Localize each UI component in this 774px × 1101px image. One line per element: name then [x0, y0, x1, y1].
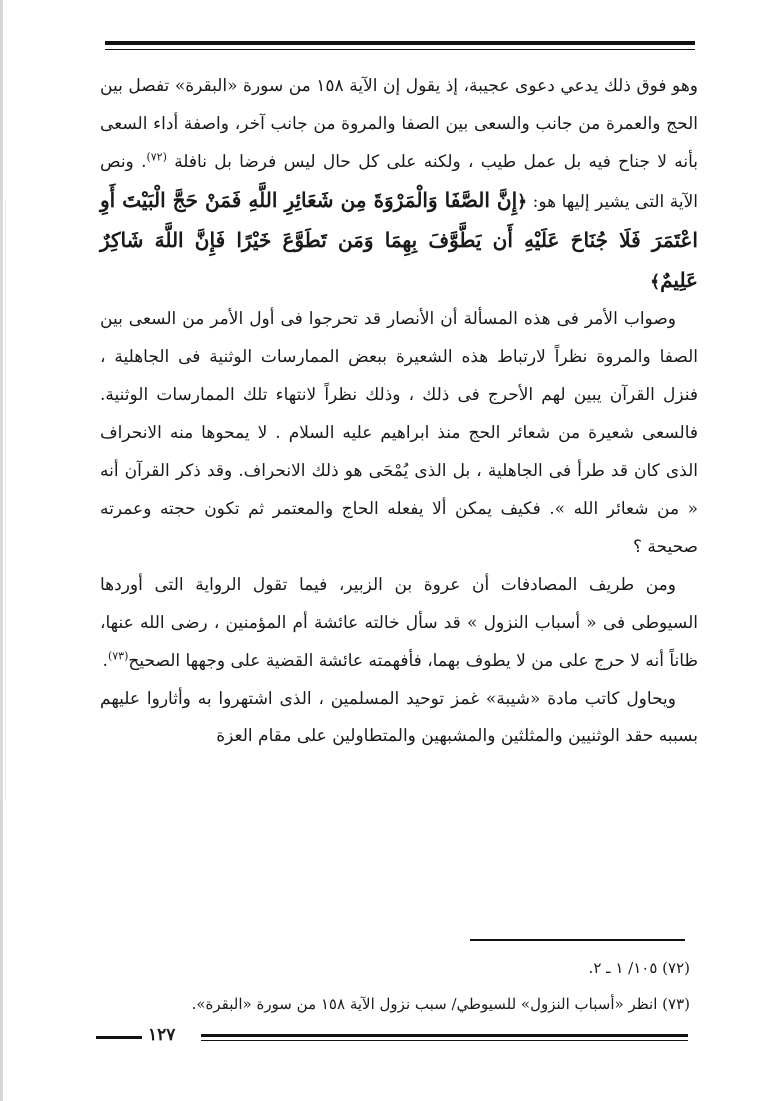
para1-line3: واصفة أداء السعى بأنه لا جناح فيه بل عمل طيب ، ولكنه على كل حال ليس فرضا [100, 113, 698, 172]
para1-line1: وهو فوق ذلك يدعي دعوى عجيبة، إذ يقول إن الآية ١٥٨ من سورة «البقرة» [174, 76, 699, 96]
footer-rule-right-thin [201, 1040, 688, 1041]
para1-line4-post: . ونص الآية التى يشير إليها هو: [100, 151, 699, 212]
paragraph-4: ويحاول كاتب مادة «شيبة» غمز توحيد المسلمين ، الذى اشتهروا به وأثاروا عليهم بسببه حقد الوثنيين والمثلثين والمشبهين والمتطاولين على مقام العزة [100, 688, 698, 747]
paragraph-1 [100, 68, 698, 301]
scan-edge [0, 0, 3, 1101]
footnote-separator [470, 939, 685, 941]
footnote-73: (٧٣) انظر «أسباب النزول» للسيوطي/ سبب نزول الآية ١٥٨ من سورة «البقرة». [191, 995, 690, 1013]
footnotes [100, 950, 690, 1022]
page-footer [96, 1025, 688, 1050]
footnote-ref-73[interactable]: (٧٣) [107, 648, 129, 662]
header-rule-thin [105, 49, 695, 50]
header-rule-thick [105, 41, 695, 45]
para1-line4-pre: بل نافلة [174, 151, 232, 172]
quran-verse: إِنَّ الصَّفَا وَالْمَرْوَةَ مِن شَعَائِرِ اللَّهِ فَمَنْ حَجَّ الْبَيْتَ أَوِ اعْتَمَرَ فَلَا جُنَاحَ عَلَيْهِ أَن يَطَّوَّفَ بِهِمَا وَمَن تَطَوَّعَ خَيْرًا فَإِنَّ اللَّهَ شَاكِرٌ عَلِيمٌ [100, 187, 698, 292]
footnote-ref-72[interactable]: (٧٢) [146, 150, 167, 164]
para3-text: ومن طريف المصادفات أن عروة بن الزبير، فيما تقول الرواية التى أوردها السيوطى فى « أسباب النزول » قد سأل خالته عائشة أم المؤمنين ، رضى الله عنها، ظاناً أنه لا حرج على من لا يطوف بهما، فأفهمته عائشة القضية على وجهها الصحيح [100, 574, 698, 671]
footer-rule-right [201, 1034, 688, 1037]
footnote-72: (٧٢) ١٠٥/ ١ ـ ٢. [588, 959, 690, 977]
para1-line2: تفصل بين الحج والعمرة من جانب والسعى بين الصفا والمروة من جانب آخر، [100, 76, 699, 134]
main-text [100, 68, 698, 756]
quran-open-bracket: ﴿ [517, 191, 528, 212]
quran-close-bracket: ﴾ [650, 271, 661, 292]
para3-end: . [102, 650, 108, 671]
paragraph-3 [100, 567, 698, 681]
paragraph-2: وصواب الأمر فى هذه المسألة أن الأنصار قد تحرجوا فى أول الأمر من السعى بين الصفا والمروة نظراً لارتباط هذه الشعيرة ببعض الممارسات الوثنية فى الجاهلية ، فنزل القرآن يبين لهم الأحرج فى ذلك ، وذلك نظراً لانتهاء تلك الممارسات الوثنية. فالسعى شعيرة من شعائر الحج منذ ابراهيم عليه السلام . لا يمحوها منه الانحراف الذى كان قد طرأ فى الجاهلية ، بل الذى يُمْحَى هو ذلك الانحراف. وقد ذكر القرآن أنه « من شعائر الله ». فكيف يمكن ألا يفعله الحاج والمعتمر ثم تكون حجته وعمرته صحيحة ؟ [100, 309, 698, 557]
footer-rule-left [96, 1036, 142, 1039]
scan-edge-line [5, 200, 6, 800]
page-number: ١٢٧ [148, 1025, 176, 1045]
